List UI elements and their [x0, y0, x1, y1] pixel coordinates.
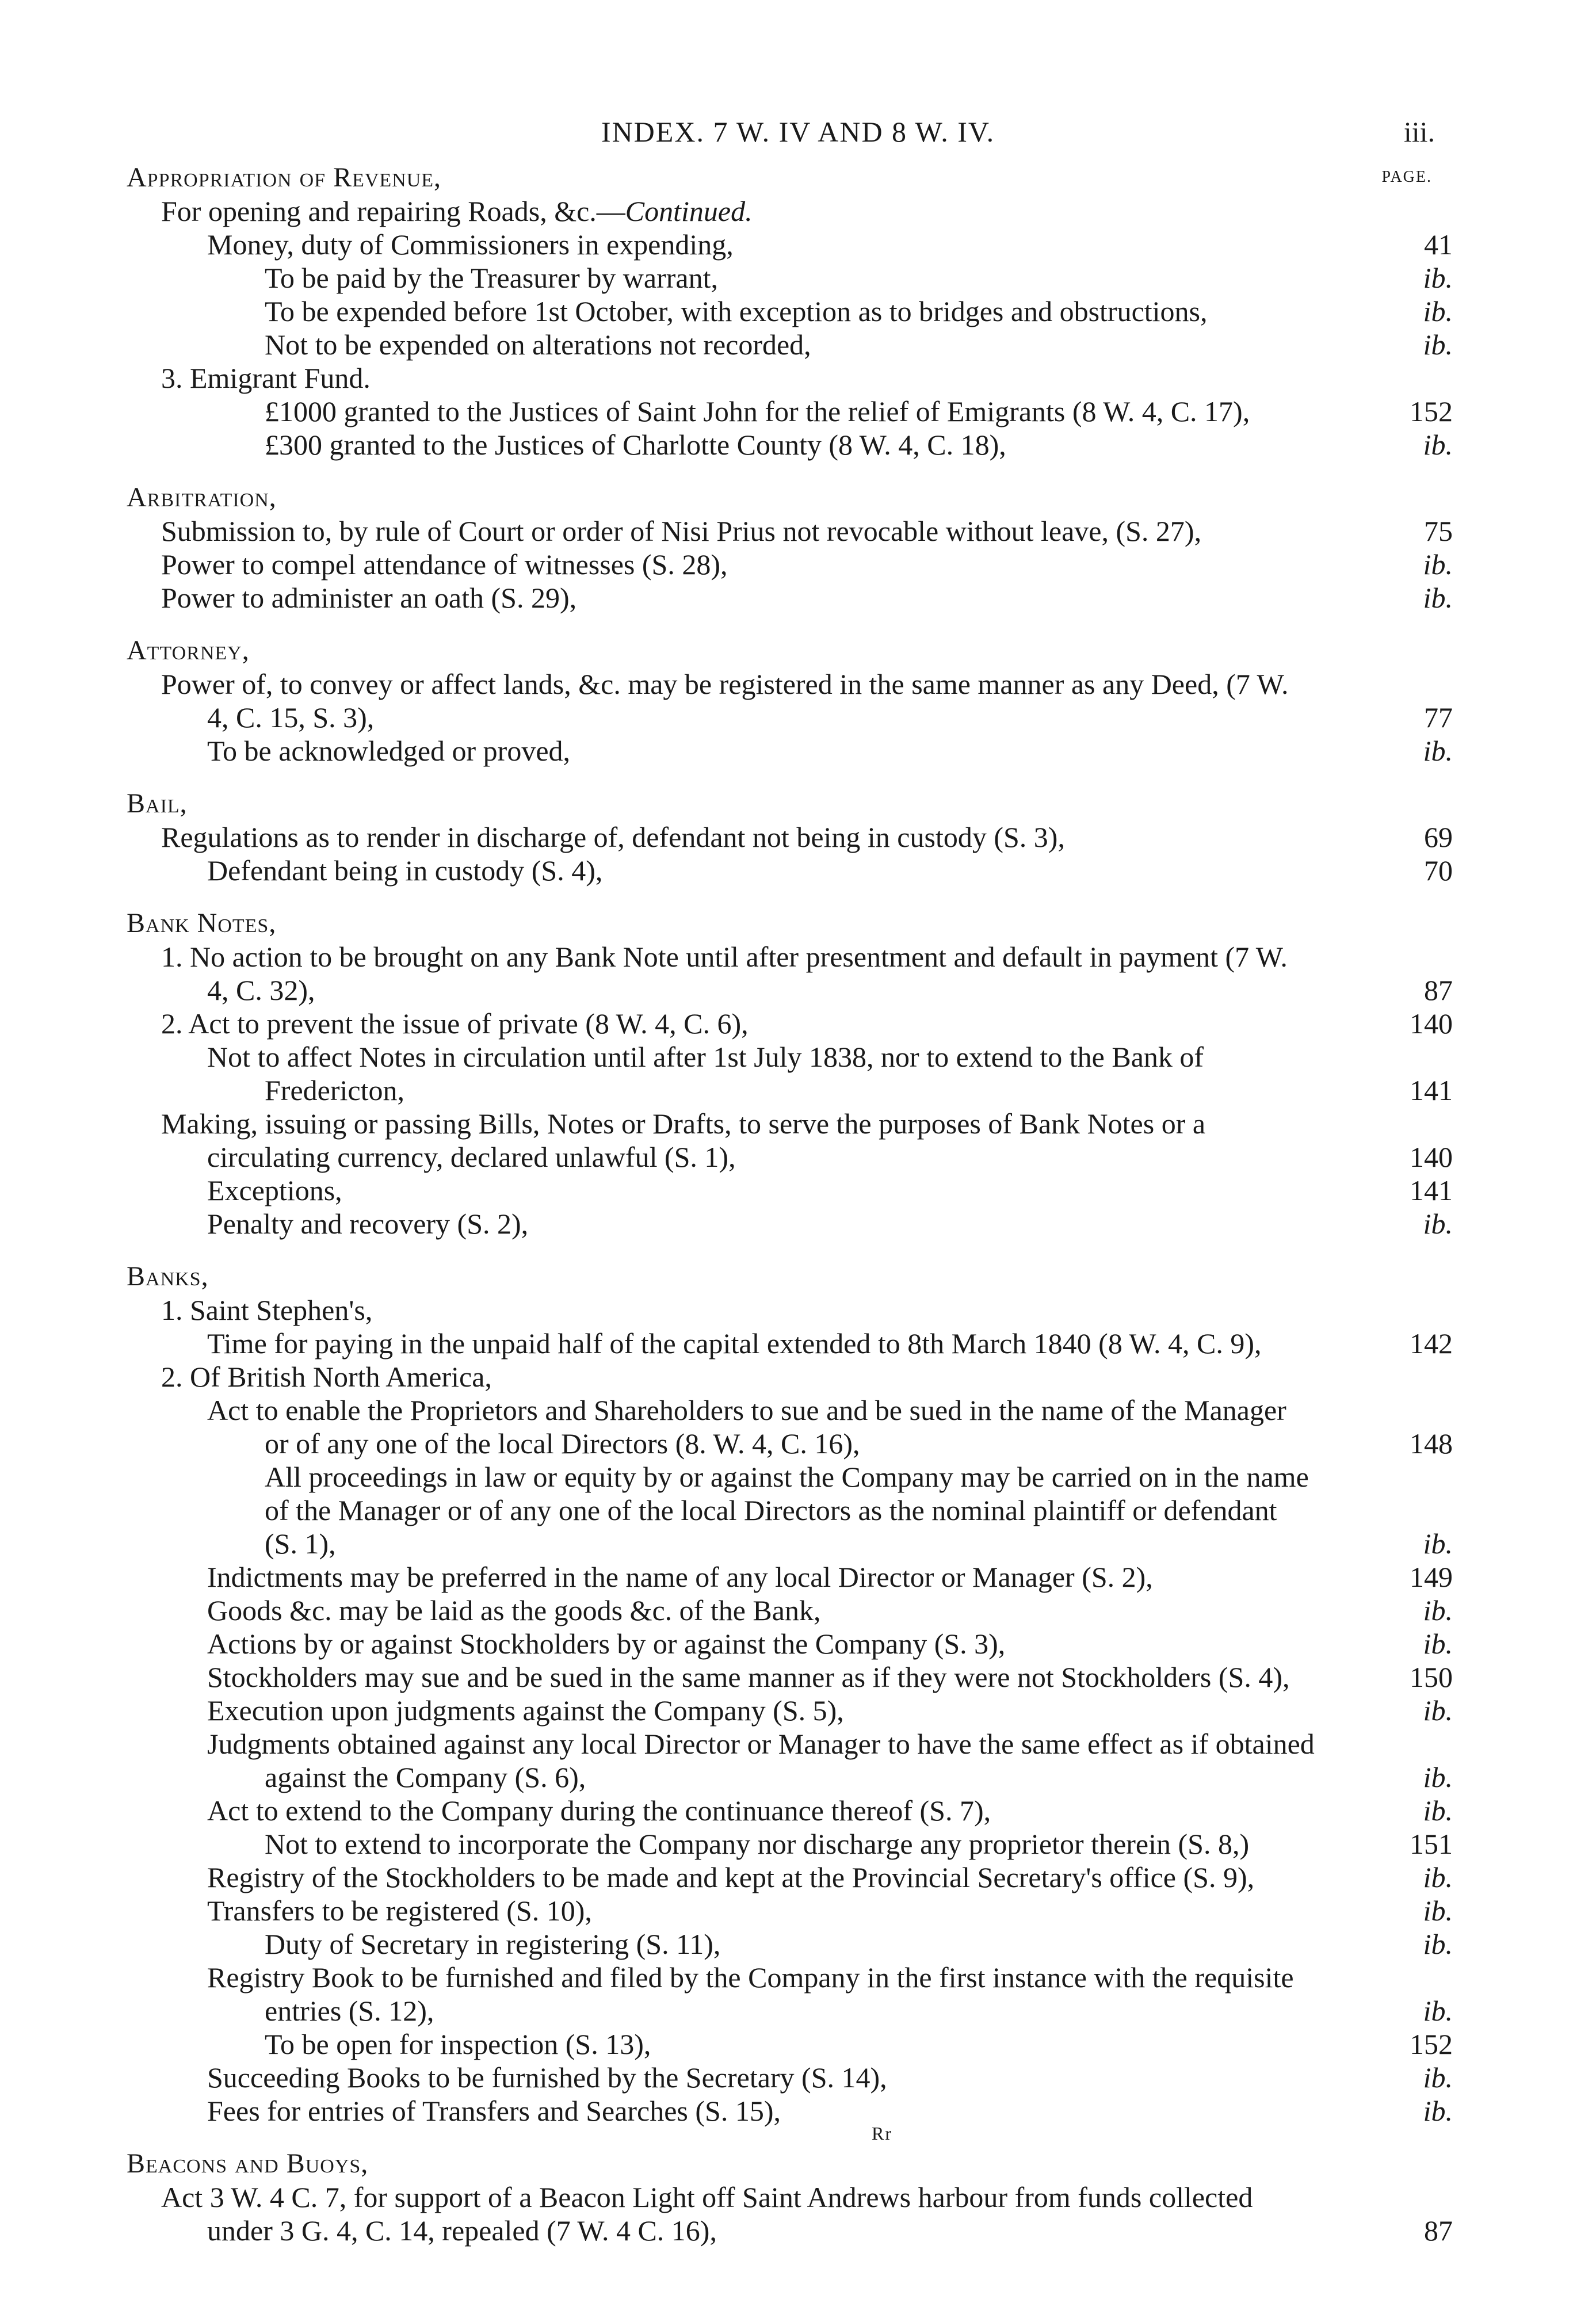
entry-text: circulating currency, declared unlawful (S. 1),: [207, 1141, 736, 1173]
entry-text: Penalty and recovery (S. 2),: [207, 1208, 529, 1240]
entry-text: Transfers to be registered (S. 10),: [207, 1895, 592, 1927]
index-entry: [127, 1727, 1453, 1761]
entry-text: 2. Act to prevent the issue of private (8 W. 4, C. 6),: [161, 1007, 749, 1040]
entry-text: Act to enable the Proprietors and Shareholders to sue and be sued in the name of the Manager: [207, 1394, 1286, 1426]
index-entry: [127, 228, 1453, 261]
entry-text: Stockholders may sue and be sued in the same manner as if they were not Stockholders (S. 4),: [207, 1661, 1290, 1693]
section-heading: Beacons and Buoys,: [127, 2148, 369, 2179]
entry-text: Power to compel attendance of witnesses (S. 28),: [161, 548, 728, 581]
entry-text: Registry of the Stockholders to be made and kept at the Provincial Secretary's office (S. 9),: [207, 1861, 1255, 1893]
index-entry: [127, 328, 1453, 361]
index-entry: [127, 1360, 1453, 1393]
index-entry: [127, 854, 1453, 887]
entry-page-ref: ib.: [1423, 582, 1453, 614]
section-heading: Banks,: [127, 1261, 209, 1292]
index-entry: [127, 1927, 1453, 1961]
entry-text: To be acknowledged or proved,: [207, 735, 571, 767]
index-entry: [127, 1207, 1453, 1240]
index-entry: [127, 1327, 1453, 1360]
entry-page-ref: 151: [1410, 1828, 1453, 1860]
entry-text: £1000 granted to the Justices of Saint John for the relief of Emigrants (8 W. 4, C. 17),: [265, 395, 1250, 427]
entry-text: Power of, to convey or affect lands, &c. may be registered in the same manner as any Deed, (7 W.: [161, 668, 1289, 700]
index-entry: [127, 667, 1453, 701]
section-heading: Bank Notes,: [127, 908, 277, 938]
entry-text: or of any one of the local Directors (8. W. 4, C. 16),: [265, 1427, 860, 1460]
entry-page-ref: ib.: [1423, 1694, 1453, 1727]
signature-mark: Rr: [872, 2123, 892, 2144]
running-header-title: INDEX. 7 W. IV AND 8 W. IV.: [601, 116, 995, 148]
index-entry: [127, 1494, 1453, 1527]
index-entry: [127, 1894, 1453, 1927]
entry-page-ref: 141: [1410, 1174, 1453, 1206]
index-entry: [127, 261, 1453, 295]
entry-text: entries (S. 12),: [265, 1995, 434, 2027]
index-entry: [127, 2061, 1453, 2094]
index-entry: [127, 1140, 1453, 1174]
entry-page-ref: ib.: [1423, 1594, 1453, 1626]
entry-text: Actions by or against Stockholders by or against the Company (S. 3),: [207, 1628, 1006, 1660]
entry-text: £300 granted to the Justices of Charlotte County (8 W. 4, C. 18),: [265, 429, 1006, 461]
entry-page-ref: ib.: [1423, 1527, 1453, 1560]
page-number: iii.: [1403, 116, 1435, 148]
entry-text: Judgments obtained against any local Director or Manager to have the same effect as if obtained: [207, 1728, 1315, 1760]
entry-page-ref: 87: [1424, 974, 1453, 1006]
entry-page-ref: ib.: [1423, 1895, 1453, 1927]
index-entry: [127, 1794, 1453, 1827]
index-entry: [127, 1827, 1453, 1861]
entry-text: Duty of Secretary in registering (S. 11),: [265, 1928, 721, 1960]
index-entry: [127, 194, 1453, 228]
entry-page-ref: ib.: [1423, 1861, 1453, 1893]
entry-page-ref: ib.: [1423, 1208, 1453, 1240]
entry-page-ref: ib.: [1423, 1628, 1453, 1660]
entry-text: 4, C. 15, S. 3),: [207, 701, 375, 734]
index-entry: [127, 2027, 1453, 2061]
entry-text: 3. Emigrant Fund.: [161, 362, 371, 394]
page-column-label: PAGE.: [1381, 168, 1432, 186]
index-entry: [127, 1961, 1453, 1994]
index-section: [127, 481, 1453, 614]
continued-label: Continued.: [625, 195, 753, 227]
index-entry: [127, 2214, 1453, 2247]
index-section: [127, 161, 1453, 461]
section-heading: Attorney,: [127, 635, 250, 666]
entry-page-ref: ib.: [1423, 1761, 1453, 1793]
index-entry: [127, 973, 1453, 1007]
index-section: [127, 907, 1453, 1240]
index-section: [127, 1260, 1453, 2128]
entry-page-ref: 87: [1424, 2214, 1453, 2247]
entry-text: Not to affect Notes in circulation until after 1st July 1838, nor to extend to the Bank of: [207, 1041, 1204, 1073]
index-entry: [127, 734, 1453, 767]
index-entry: [127, 940, 1453, 973]
entry-text: Act to extend to the Company during the continuance thereof (S. 7),: [207, 1794, 991, 1827]
entry-page-ref: 149: [1410, 1561, 1453, 1593]
index-entry: [127, 1040, 1453, 1074]
entry-text: Not to be expended on alterations not recorded,: [265, 329, 811, 361]
entry-text: Act 3 W. 4 C. 7, for support of a Beacon Light off Saint Andrews harbour from funds collected: [161, 2181, 1253, 2213]
entry-page-ref: 140: [1410, 1141, 1453, 1173]
index-section: [127, 787, 1453, 887]
index-entry: [127, 428, 1453, 461]
index-entry: [127, 1594, 1453, 1627]
entry-page-ref: 148: [1410, 1427, 1453, 1460]
entry-page-ref: ib.: [1423, 2061, 1453, 2094]
index-entry: [127, 1761, 1453, 1794]
index-section: [127, 2147, 1453, 2247]
entry-text: 1. No action to be brought on any Bank Note until after presentment and default in payment (7 W.: [161, 941, 1288, 973]
index-entry: [127, 820, 1453, 854]
index-entry: [127, 1460, 1453, 1494]
section-heading: Appropriation of Revenue,: [127, 162, 442, 193]
index-entry: [127, 395, 1453, 428]
entry-page-ref: ib.: [1423, 735, 1453, 767]
entry-page-ref: 70: [1424, 854, 1453, 887]
entry-page-ref: ib.: [1423, 2095, 1453, 2127]
section-heading: Arbitration,: [127, 482, 277, 513]
entry-page-ref: ib.: [1423, 548, 1453, 581]
entry-page-ref: ib.: [1423, 1995, 1453, 2027]
entry-page-ref: ib.: [1423, 262, 1453, 294]
index-entry: [127, 1074, 1453, 1107]
index-entry: [127, 1994, 1453, 2027]
index-content: [127, 155, 1453, 2247]
entry-text: 4, C. 32),: [207, 974, 315, 1006]
section-heading: Bail,: [127, 788, 188, 819]
entry-text: Not to extend to incorporate the Company nor discharge any proprietor therein (S. 8,): [265, 1828, 1250, 1860]
entry-page-ref: ib.: [1423, 1928, 1453, 1960]
entry-text: Fredericton,: [265, 1074, 404, 1106]
entry-page-ref: ib.: [1423, 1794, 1453, 1827]
entry-text: 1. Saint Stephen's,: [161, 1294, 373, 1326]
entry-page-ref: 77: [1424, 701, 1453, 734]
index-entry: [127, 1627, 1453, 1660]
index-entry: [127, 1694, 1453, 1727]
entry-text: To be paid by the Treasurer by warrant,: [265, 262, 718, 294]
entry-text: To be expended before 1st October, with exception as to bridges and obstructions,: [265, 295, 1208, 327]
entry-text: For opening and repairing Roads, &c.—Continued.: [161, 195, 753, 227]
entry-text: Goods &c. may be laid as the goods &c. of the Bank,: [207, 1594, 821, 1626]
entry-text: Succeeding Books to be furnished by the Secretary (S. 14),: [207, 2061, 887, 2094]
index-entry: [127, 1427, 1453, 1460]
index-entry: [127, 701, 1453, 734]
entry-page-ref: 141: [1410, 1074, 1453, 1106]
entry-text: Power to administer an oath (S. 29),: [161, 582, 577, 614]
index-entry: [127, 1174, 1453, 1207]
entry-page-ref: 142: [1410, 1327, 1453, 1360]
index-entry: [127, 1527, 1453, 1560]
index-section: [127, 634, 1453, 767]
entry-text: Regulations as to render in discharge of, defendant not being in custody (S. 3),: [161, 821, 1065, 853]
entry-text: Execution upon judgments against the Company (S. 5),: [207, 1694, 844, 1727]
entry-page-ref: 150: [1410, 1661, 1453, 1693]
entry-text: To be open for inspection (S. 13),: [265, 2028, 651, 2060]
entry-text: Defendant being in custody (S. 4),: [207, 854, 603, 887]
entry-text: of the Manager or of any one of the local Directors as the nominal plaintiff or defendant: [265, 1494, 1277, 1526]
entry-text: 2. Of British North America,: [161, 1361, 492, 1393]
entry-text: Fees for entries of Transfers and Searches (S. 15),: [207, 2095, 781, 2127]
entry-page-ref: 69: [1424, 821, 1453, 853]
index-entry: [127, 1293, 1453, 1327]
entry-text: Time for paying in the unpaid half of the capital extended to 8th March 1840 (8 W. 4, C. 9),: [207, 1327, 1262, 1360]
entry-text: under 3 G. 4, C. 14, repealed (7 W. 4 C. 16),: [207, 2214, 717, 2247]
index-entry: [127, 1393, 1453, 1427]
index-entry: [127, 295, 1453, 328]
index-entry: [127, 1861, 1453, 1894]
index-entry: [127, 514, 1453, 548]
index-entry: [127, 2180, 1453, 2214]
index-entry: [127, 581, 1453, 614]
entry-text: Money, duty of Commissioners in expending,: [207, 228, 734, 261]
entry-page-ref: 152: [1410, 2028, 1453, 2060]
entry-page-ref: 75: [1424, 515, 1453, 547]
entry-text: All proceedings in law or equity by or against the Company may be carried on in the name: [265, 1461, 1309, 1493]
entry-text: Indictments may be preferred in the name of any local Director or Manager (S. 2),: [207, 1561, 1153, 1593]
entry-text: Exceptions,: [207, 1174, 342, 1206]
entry-page-ref: ib.: [1423, 429, 1453, 461]
index-entry: [127, 1107, 1453, 1140]
entry-text: (S. 1),: [265, 1527, 336, 1560]
index-entry: [127, 1660, 1453, 1694]
entry-page-ref: 152: [1410, 395, 1453, 427]
index-entry: [127, 2094, 1453, 2128]
index-entry: [127, 548, 1453, 581]
entry-text: Registry Book to be furnished and filed by the Company in the first instance with the requisite: [207, 1961, 1294, 1994]
entry-text: Submission to, by rule of Court or order of Nisi Prius not revocable without leave, (S. 27),: [161, 515, 1202, 547]
entry-page-ref: ib.: [1423, 295, 1453, 327]
index-entry: [127, 1560, 1453, 1594]
entry-text: Making, issuing or passing Bills, Notes or Drafts, to serve the purposes of Bank Notes or a: [161, 1108, 1206, 1140]
index-entry: [127, 361, 1453, 395]
entry-page-ref: ib.: [1423, 329, 1453, 361]
entry-page-ref: 140: [1410, 1007, 1453, 1040]
index-entry: [127, 1007, 1453, 1040]
entry-page-ref: 41: [1424, 228, 1453, 261]
entry-text: against the Company (S. 6),: [265, 1761, 586, 1793]
